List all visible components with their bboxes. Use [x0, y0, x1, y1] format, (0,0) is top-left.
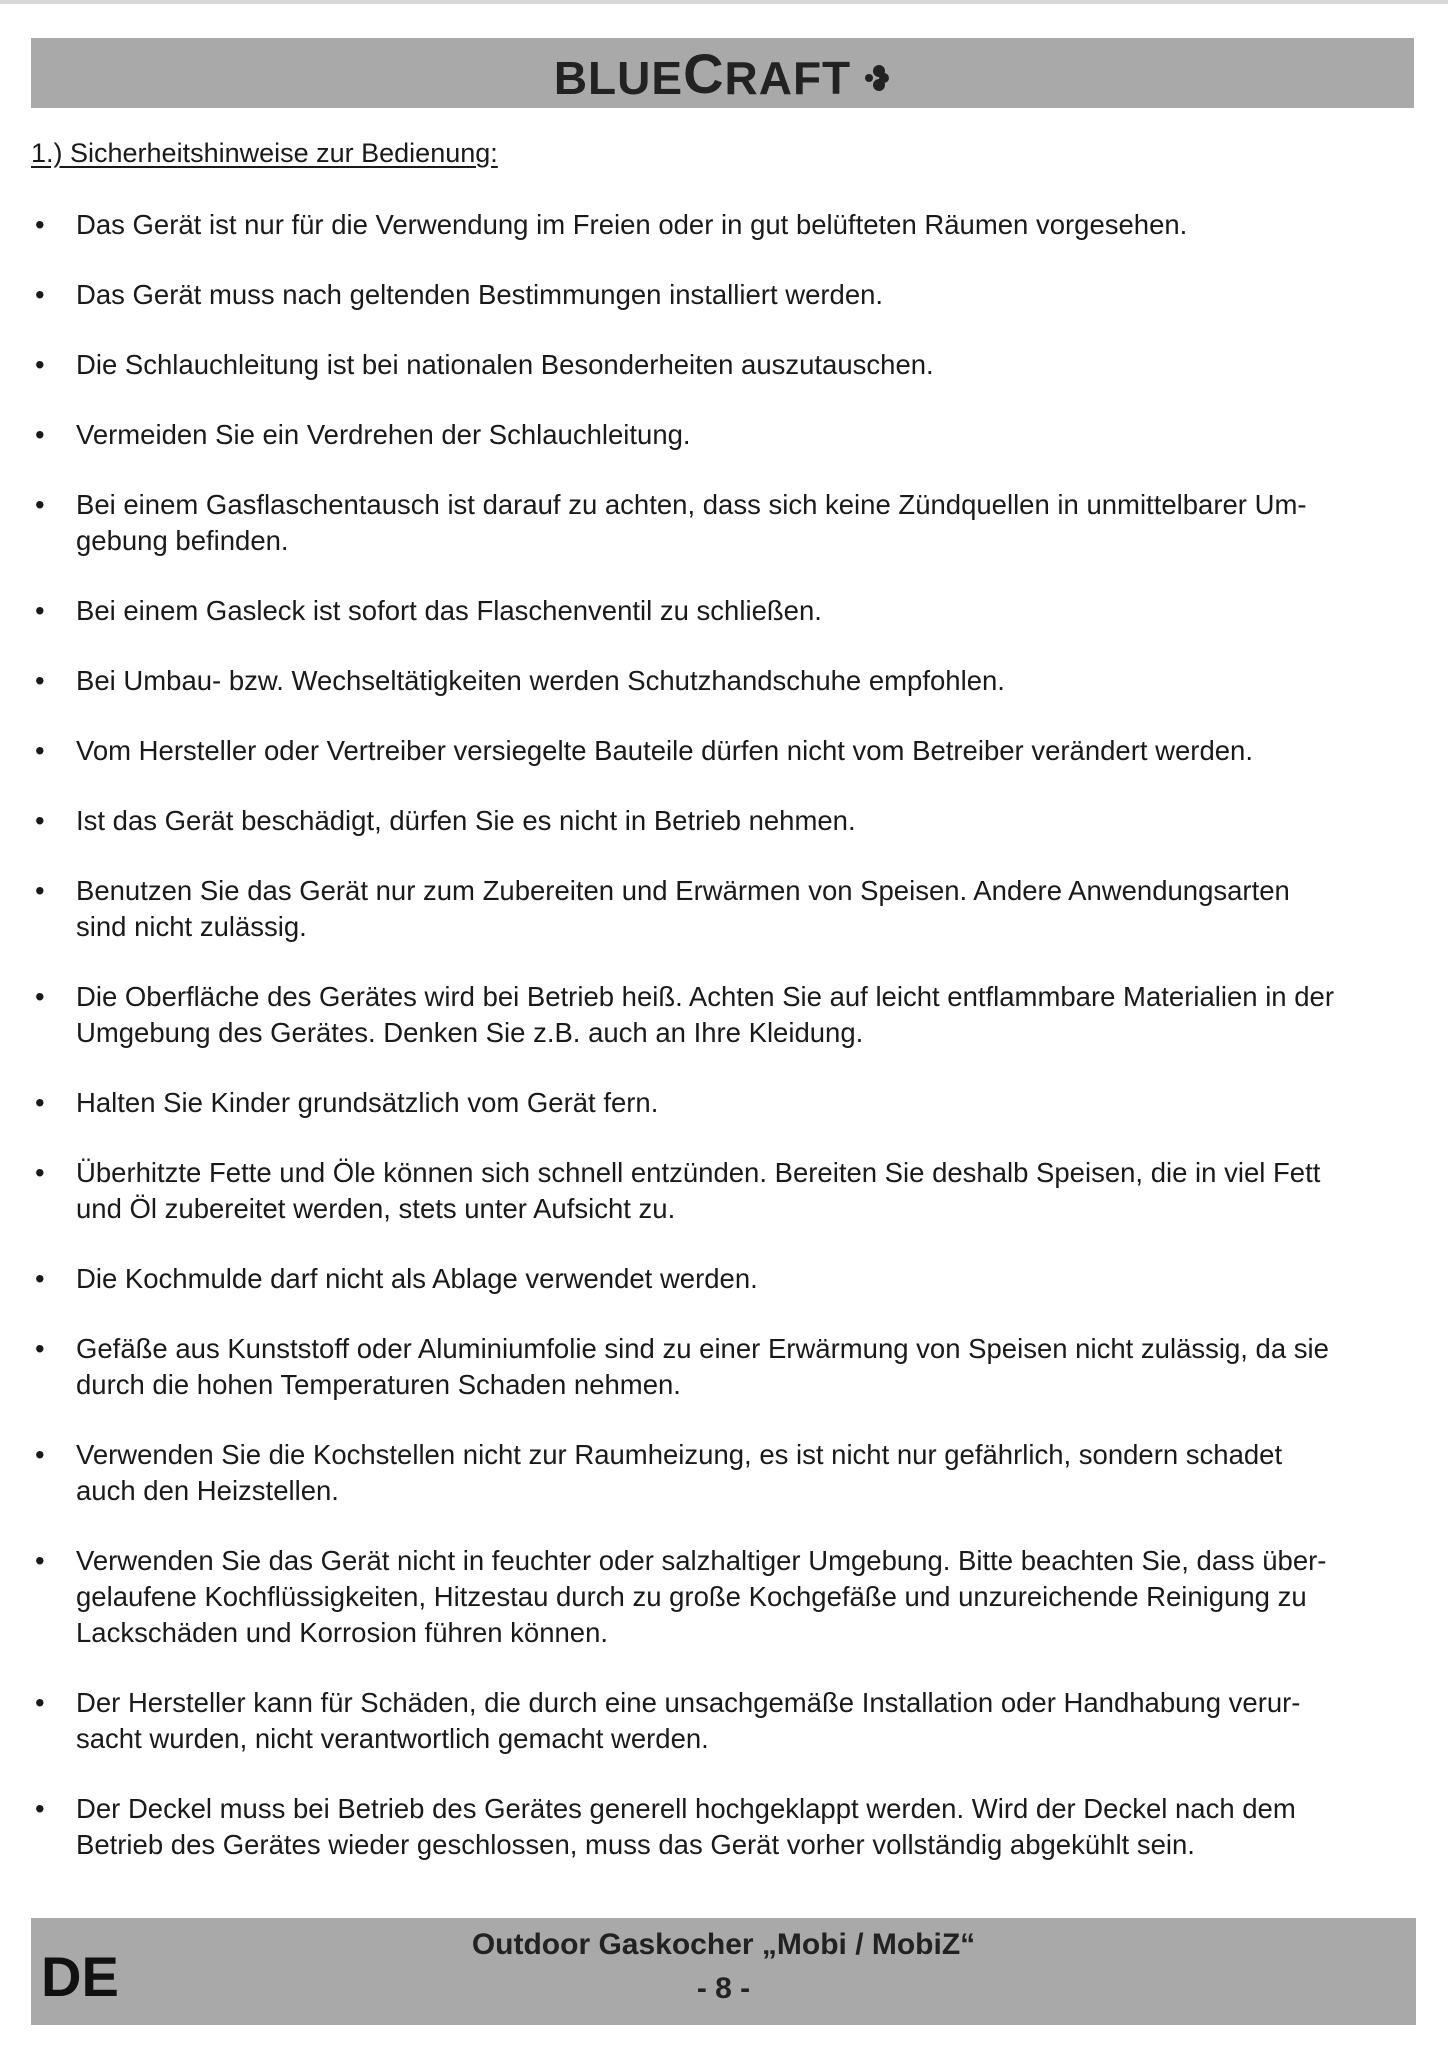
list-item-text: Das Gerät ist nur für die Verwendung im Freien oder in gut belüfteten Räumen vorgesehen.: [76, 209, 1188, 240]
list-item: [31, 487, 1421, 559]
list-item: [31, 663, 1421, 699]
brand-logo: [553, 42, 891, 105]
list-item-text: Der Hersteller kann für Schäden, die durch eine unsachgemäße Installation oder Handhabung verur- sacht wurden, nicht verantwortlich gemacht werden.: [76, 1687, 1301, 1754]
logo-text-blue: BLUE: [553, 52, 684, 104]
product-title: Outdoor Gaskocher „Mobi / MobiZ“: [471, 1928, 976, 1961]
bullet-icon: •: [35, 1793, 45, 1824]
list-item: [31, 733, 1421, 769]
header-bar: [31, 38, 1414, 108]
cloverleaf-icon: [857, 61, 891, 95]
bullet-icon: •: [35, 735, 45, 766]
list-item-text: Gefäße aus Kunststoff oder Aluminiumfolie sind zu einer Erwärmung von Speisen nicht zulässig, da sie durch die hohen Temperaturen Schaden nehmen.: [76, 1333, 1329, 1400]
list-item: [31, 347, 1421, 383]
logo-text-raft: RAFT: [724, 52, 852, 104]
page-top-edge: [0, 0, 1448, 4]
footer-bar: [31, 1918, 1416, 2025]
bullet-icon: •: [35, 419, 45, 450]
list-item-text: Überhitzte Fette und Öle können sich schnell entzünden. Bereiten Sie deshalb Speisen, die in viel Fett und Öl zubereitet werden, stets unter Aufsicht zu.: [76, 1157, 1321, 1224]
logo-text-c: C: [683, 42, 725, 105]
list-item-text: Der Deckel muss bei Betrieb des Gerätes generell hochgeklappt werden. Wird der Deckel nach dem Betrieb des Gerätes wieder geschlossen, muss das Gerät vorher vollständig abgekühlt sein.: [76, 1793, 1296, 1860]
list-item-text: Bei einem Gasflaschentausch ist darauf zu achten, dass sich keine Zündquellen in unmittelbarer Um- gebung befinden.: [76, 489, 1307, 556]
bullet-icon: •: [35, 665, 45, 696]
list-item-text: Die Oberfläche des Gerätes wird bei Betrieb heiß. Achten Sie auf leicht entflammbare Materialien in der Umgebung des Gerätes. Denken Sie z.B. auch an Ihre Kleidung.: [76, 981, 1334, 1048]
list-item-text: Halten Sie Kinder grundsätzlich vom Gerät fern.: [76, 1087, 659, 1118]
list-item: [31, 979, 1421, 1051]
list-item: [31, 803, 1421, 839]
list-item: [31, 873, 1421, 945]
list-item-text: Benutzen Sie das Gerät nur zum Zubereiten und Erwärmen von Speisen. Andere Anwendungsarten sind nicht zulässig.: [76, 875, 1290, 942]
list-item-text: Das Gerät muss nach geltenden Bestimmungen installiert werden.: [76, 279, 884, 310]
safety-instructions-list: [31, 207, 1421, 1897]
list-item: [31, 277, 1421, 313]
list-item: [31, 207, 1421, 243]
list-item-text: Vermeiden Sie ein Verdrehen der Schlauchleitung.: [76, 419, 691, 450]
list-item: [31, 1155, 1421, 1227]
list-item: [31, 1437, 1421, 1509]
bullet-icon: •: [35, 1545, 45, 1576]
bullet-icon: •: [35, 349, 45, 380]
bullet-icon: •: [35, 1439, 45, 1470]
list-item: [31, 1791, 1421, 1863]
bullet-icon: •: [35, 1157, 45, 1188]
language-code: DE: [41, 1945, 119, 2008]
bullet-icon: •: [35, 489, 45, 520]
bullet-icon: •: [35, 875, 45, 906]
bullet-icon: •: [35, 1263, 45, 1294]
list-item: [31, 1331, 1421, 1403]
list-item-text: Bei einem Gasleck ist sofort das Flaschenventil zu schließen.: [76, 595, 822, 626]
bullet-icon: •: [35, 805, 45, 836]
bullet-icon: •: [35, 209, 45, 240]
bullet-icon: •: [35, 981, 45, 1012]
list-item-text: Die Kochmulde darf nicht als Ablage verwendet werden.: [76, 1263, 758, 1294]
bullet-icon: •: [35, 1087, 45, 1118]
list-item: [31, 1685, 1421, 1757]
list-item-text: Verwenden Sie die Kochstellen nicht zur Raumheizung, es ist nicht nur gefährlich, sondern schadet auch den Heizstellen.: [76, 1439, 1283, 1506]
bullet-icon: •: [35, 595, 45, 626]
list-item-text: Verwenden Sie das Gerät nicht in feuchter oder salzhaltiger Umgebung. Bitte beachten Sie, dass über- gelaufene Kochflüssigkeiten, Hitzestau durch zu große Kochgefäße und unzureichende Reinigung zu Lackschäden und Korrosion führen können.: [76, 1545, 1327, 1648]
bullet-icon: •: [35, 1687, 45, 1718]
list-item-text: Bei Umbau- bzw. Wechseltätigkeiten werden Schutzhandschuhe empfohlen.: [76, 665, 1005, 696]
list-item: [31, 1085, 1421, 1121]
list-item: [31, 417, 1421, 453]
list-item: [31, 593, 1421, 629]
bullet-icon: •: [35, 279, 45, 310]
page-number: - 8 -: [696, 1972, 751, 2005]
list-item-text: Die Schlauchleitung ist bei nationalen Besonderheiten auszutauschen.: [76, 349, 934, 380]
section-title: 1.) Sicherheitshinweise zur Bedienung:: [31, 138, 498, 168]
bullet-icon: •: [35, 1333, 45, 1364]
list-item-text: Ist das Gerät beschädigt, dürfen Sie es nicht in Betrieb nehmen.: [76, 805, 856, 836]
list-item-text: Vom Hersteller oder Vertreiber versiegelte Bauteile dürfen nicht vom Betreiber verändert werden.: [76, 735, 1253, 766]
list-item: [31, 1543, 1421, 1651]
list-item: [31, 1261, 1421, 1297]
